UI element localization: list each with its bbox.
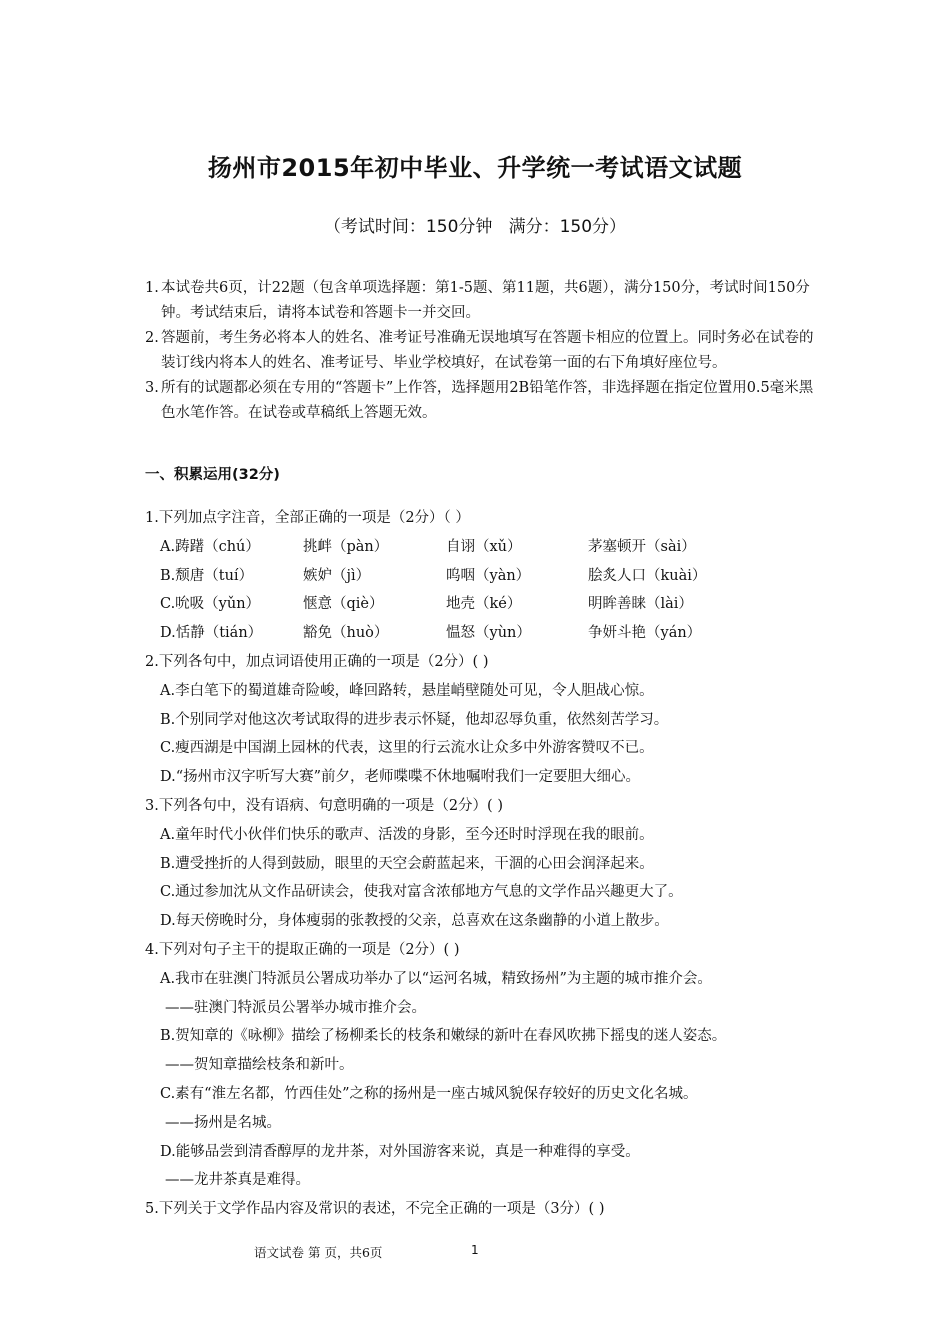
instruction-item	[145, 376, 825, 426]
question-4-option: D.能够品尝到清香醇厚的龙井茶，对外国游客来说，真是一种难得的享受。	[160, 1143, 640, 1160]
question-4-option-answer: ——龙井茶真是难得。	[165, 1172, 310, 1189]
question-2-option: B.个别同学对他这次考试取得的进步表示怀疑，他却忍辱负重，依然刻苦学习。	[160, 711, 669, 728]
question-2-option: A.李白笔下的蜀道雄奇险峻，峰回路转，悬崖峭壁随处可见，令人胆战心惊。	[160, 682, 654, 699]
question-4-option: B.贺知章的《咏柳》描绘了杨柳柔长的枝条和嫩绿的新叶在春风吹拂下摇曳的迷人姿态。	[160, 1028, 727, 1045]
instruction-number: 2.	[145, 330, 159, 346]
question-3-option: C.通过参加沈从文作品研读会，使我对富含浓郁地方气息的文学作品兴趣更大了。	[160, 884, 683, 901]
question-1-option-row	[145, 619, 825, 648]
section-heading: 一、积累运用(32分)	[145, 467, 280, 483]
question-3-option: D.每天傍晚时分，身体瘦弱的张教授的父亲，总喜欢在这条幽静的小道上散步。	[160, 913, 669, 930]
question-4-option-answer: ——驻澳门特派员公署举办城市推介会。	[165, 999, 426, 1016]
question-2-stem: 2.下列各句中，加点词语使用正确的一项是（2分）( )	[145, 653, 489, 670]
instruction-number: 3.	[145, 380, 159, 396]
question-2-option: C.瘦西湖是中国湖上园林的代表，这里的行云流水让众多中外游客赞叹不已。	[160, 740, 654, 757]
instruction-text: 本试卷共6页，计22题（包含单项选择题：第1-5题、第11题，共6题），满分150分，考试时间150分钟。考试结束后，请将本试卷和答题卡一并交回。	[161, 280, 810, 321]
option-cell: 茅塞顿开（sài）	[588, 538, 696, 555]
question-4-option-answer: ——扬州是名城。	[165, 1114, 281, 1131]
instruction-text: 答题前，考生务必将本人的姓名、准考证号准确无误地填写在答题卡相应的位置上。同时务必在试卷的装订线内将本人的姓名、准考证号、毕业学校填好，在试卷第一面的右下角填好座位号。	[161, 330, 814, 371]
option-cell: 嫉妒（jì）	[303, 567, 371, 584]
instruction-item	[145, 276, 825, 326]
question-2-option: D.“扬州市汉字听写大赛”前夕，老师喋喋不休地嘱咐我们一定要胆大细心。	[160, 769, 641, 786]
page-number: 1	[471, 1243, 479, 1257]
question-5-stem: 5.下列关于文学作品内容及常识的表述，不完全正确的一项是（3分）( )	[145, 1201, 605, 1218]
question-4-option: A.我市在驻澳门特派员公署成功举办了以“运河名城，精致扬州”为主题的城市推介会。	[160, 970, 712, 987]
question-1-option-row	[145, 590, 825, 619]
option-cell: A.踌躇（chú）	[160, 538, 260, 555]
option-cell: 争妍斗艳（yán）	[588, 625, 702, 642]
question-3-option: A.童年时代小伙伴们快乐的歌声、活泼的身影，至今还时时浮现在我的眼前。	[160, 826, 654, 843]
option-cell: 豁免（huò）	[303, 625, 389, 642]
question-list	[145, 504, 825, 1224]
option-cell: 地壳（ké）	[446, 596, 522, 613]
instruction-number: 1.	[145, 280, 159, 296]
option-cell: 明眸善睐（lài）	[588, 596, 693, 613]
option-cell: 惬意（qiè）	[303, 596, 384, 613]
question-3-option: B.遭受挫折的人得到鼓励，眼里的天空会蔚蓝起来，干涸的心田会润泽起来。	[160, 855, 654, 872]
option-cell: B.颓唐（tuí）	[160, 567, 254, 584]
question-4-option-answer: ——贺知章描绘枝条和新叶。	[165, 1057, 354, 1074]
question-1-option-row	[145, 533, 825, 562]
option-cell: 呜咽（yàn）	[446, 567, 531, 584]
instruction-item	[145, 326, 825, 376]
question-3-stem: 3.下列各句中，没有语病、句意明确的一项是（2分）( )	[145, 797, 503, 814]
exam-info-subtitle: （考试时间：150分钟 满分：150分）	[323, 217, 627, 237]
option-cell: 脍炙人口（kuài）	[588, 567, 707, 584]
exam-instructions	[145, 276, 825, 426]
page-title: 扬州市2015年初中毕业、升学统一考试语文试题	[207, 154, 743, 182]
question-1-option-row	[145, 562, 825, 591]
option-cell: D.恬静（tián）	[160, 625, 263, 642]
question-4-option: C.素有“淮左名都，竹西佳处”之称的扬州是一座古城风貌保存较好的历史文化名城。	[160, 1085, 698, 1102]
page-footer: 语文试卷 第 页，共6页	[254, 1245, 383, 1260]
instruction-text: 所有的试题都必须在专用的“答题卡”上作答，选择题用2B铅笔作答，非选择题在指定位置用0.5毫米黑色水笔作答。在试卷或草稿纸上答题无效。	[161, 380, 814, 421]
option-cell: C.吮吸（yǔn）	[160, 596, 261, 613]
option-cell: 挑衅（pàn）	[303, 538, 389, 555]
option-cell: 自诩（xǔ）	[446, 538, 522, 555]
question-1-stem: 1.下列加点字注音，全部正确的一项是（2分）（ ）	[145, 510, 470, 526]
question-4-stem: 4.下列对句子主干的提取正确的一项是（2分）( )	[145, 941, 460, 958]
option-cell: 愠怒（yùn）	[446, 625, 531, 642]
